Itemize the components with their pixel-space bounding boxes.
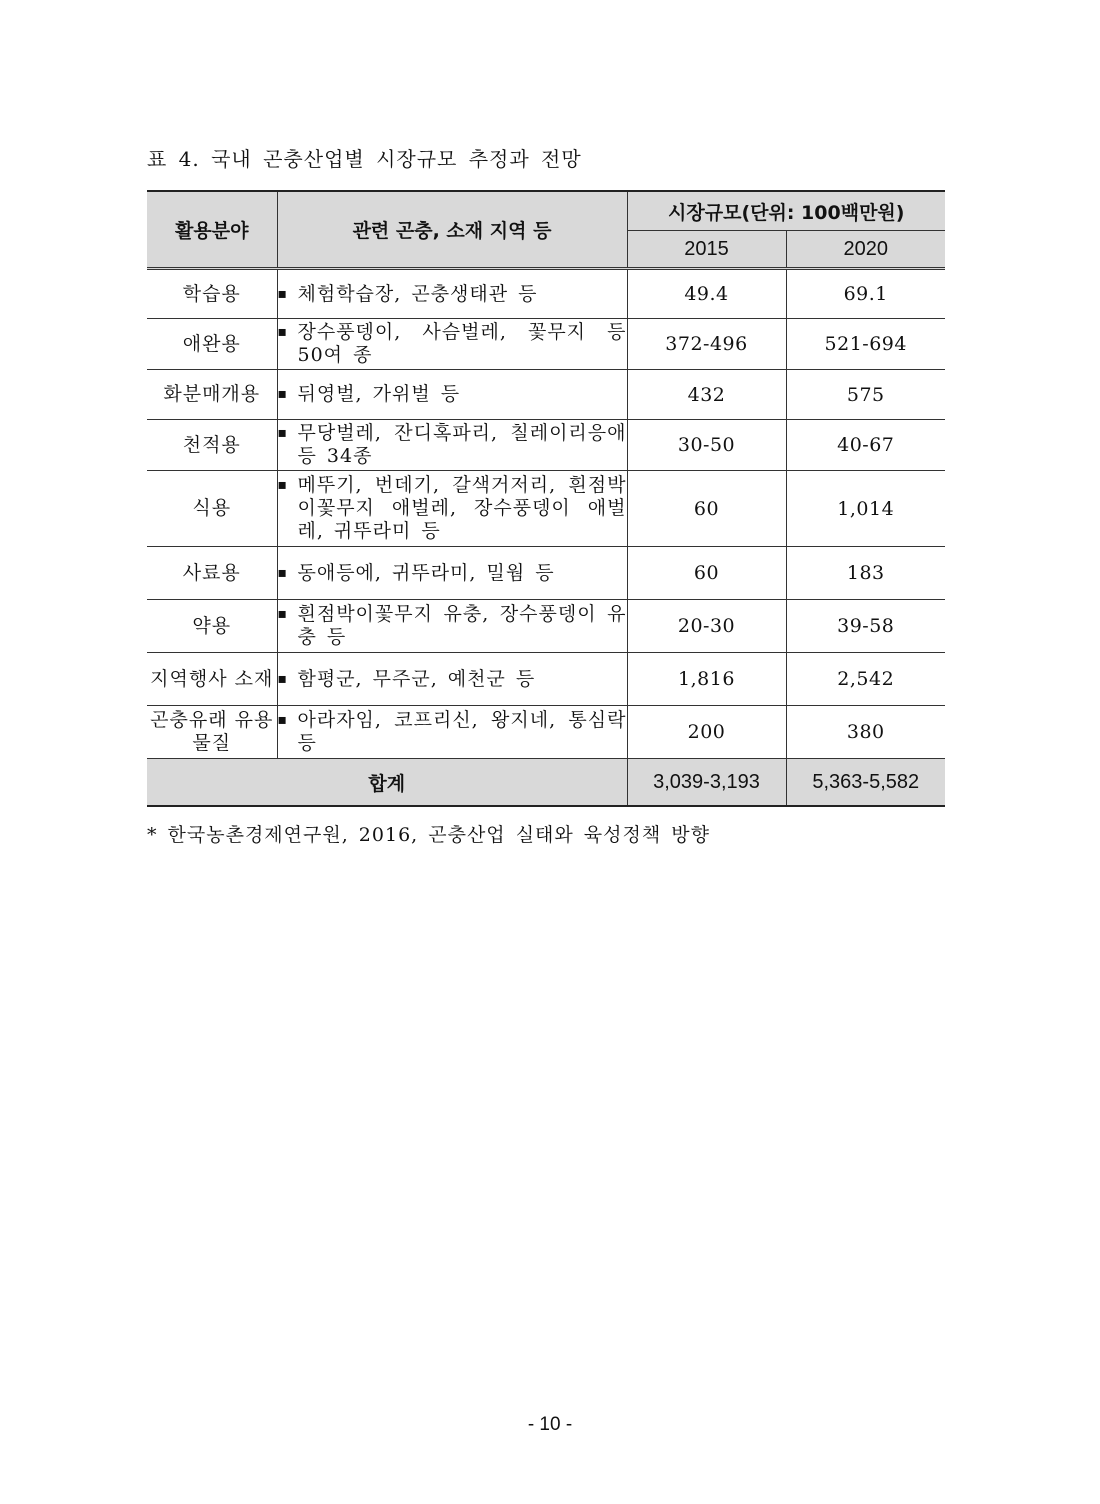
related-text: 메뚜기, 번데기, 갈색거저리, 흰점박이꽃무지 애벌레, 장수풍뎅이 애벌레, 귀뚜라미 등 bbox=[297, 474, 627, 542]
bullet-icon: ▪ bbox=[277, 285, 288, 302]
related-text: 뒤영벌, 가위벌 등 bbox=[297, 383, 461, 405]
cell-field: 식용 bbox=[147, 471, 277, 547]
header-year-2015: 2015 bbox=[627, 231, 786, 269]
related-text: 무당벌레, 잔디혹파리, 칠레이리응애 등 34종 bbox=[297, 422, 627, 467]
related-text: 장수풍뎅이, 사슴벌레, 꽃무지 등 50여 종 bbox=[297, 321, 627, 366]
header-field: 활용분야 bbox=[147, 191, 277, 269]
related-text: 흰점박이꽃무지 유충, 장수풍뎅이 유충 등 bbox=[297, 603, 627, 648]
table-caption: 표 4. 국내 곤충산업별 시장규모 추정과 전망 bbox=[147, 147, 582, 171]
cell-related bbox=[277, 269, 627, 319]
table-row bbox=[147, 471, 945, 547]
table-row bbox=[147, 600, 945, 653]
table-row bbox=[147, 269, 945, 319]
cell-value-2015: 60 bbox=[627, 471, 786, 547]
cell-field: 곤충유래 유용물질 bbox=[147, 706, 277, 759]
related-text: 아라자임, 코프리신, 왕지네, 통심락 등 bbox=[297, 709, 627, 754]
cell-field: 학습용 bbox=[147, 269, 277, 319]
cell-value-2020: 380 bbox=[786, 706, 945, 759]
market-size-table bbox=[147, 190, 945, 807]
header-market-size: 시장규모(단위: 100백만원) bbox=[627, 191, 945, 231]
total-label: 합계 bbox=[147, 759, 627, 807]
cell-related bbox=[277, 653, 627, 706]
cell-field: 화분매개용 bbox=[147, 370, 277, 420]
total-value-2015: 3,039-3,193 bbox=[627, 759, 786, 807]
bullet-icon: ▪ bbox=[277, 670, 288, 687]
cell-value-2015: 200 bbox=[627, 706, 786, 759]
bullet-icon: ▪ bbox=[277, 386, 288, 402]
cell-value-2020: 521-694 bbox=[786, 319, 945, 370]
cell-value-2015: 49.4 bbox=[627, 269, 786, 319]
cell-value-2015: 1,816 bbox=[627, 653, 786, 706]
table-row bbox=[147, 319, 945, 370]
cell-related bbox=[277, 600, 627, 653]
total-row bbox=[147, 759, 945, 807]
cell-value-2020: 575 bbox=[786, 370, 945, 420]
table-row bbox=[147, 420, 945, 471]
cell-field: 지역행사 소재 bbox=[147, 653, 277, 706]
cell-related bbox=[277, 547, 627, 600]
cell-value-2015: 60 bbox=[627, 547, 786, 600]
cell-value-2015: 432 bbox=[627, 370, 786, 420]
header-related: 관련 곤충, 소재 지역 등 bbox=[277, 191, 627, 269]
cell-related bbox=[277, 471, 627, 547]
related-text: 동애등에, 귀뚜라미, 밀웜 등 bbox=[297, 561, 555, 584]
bullet-icon: ▪ bbox=[277, 712, 288, 728]
cell-related bbox=[277, 319, 627, 370]
bullet-icon: ▪ bbox=[277, 564, 288, 581]
cell-value-2015: 20-30 bbox=[627, 600, 786, 653]
cell-value-2015: 30-50 bbox=[627, 420, 786, 471]
related-text: 체험학습장, 곤충생태관 등 bbox=[297, 282, 538, 305]
table-row bbox=[147, 706, 945, 759]
total-value-2020: 5,363-5,582 bbox=[786, 759, 945, 807]
cell-value-2015: 372-496 bbox=[627, 319, 786, 370]
page-number: - 10 - bbox=[527, 1414, 573, 1435]
bullet-icon: ▪ bbox=[277, 477, 288, 493]
cell-field: 애완용 bbox=[147, 319, 277, 370]
cell-related bbox=[277, 706, 627, 759]
source-note: * 한국농촌경제연구원, 2016, 곤충산업 실태와 육성정책 방향 bbox=[147, 824, 710, 846]
related-text: 함평군, 무주군, 예천군 등 bbox=[297, 667, 536, 690]
cell-value-2020: 69.1 bbox=[786, 269, 945, 319]
cell-related bbox=[277, 420, 627, 471]
table-row bbox=[147, 653, 945, 706]
table-row bbox=[147, 370, 945, 420]
cell-field: 사료용 bbox=[147, 547, 277, 600]
cell-value-2020: 2,542 bbox=[786, 653, 945, 706]
cell-value-2020: 183 bbox=[786, 547, 945, 600]
bullet-icon: ▪ bbox=[277, 425, 288, 441]
cell-value-2020: 39-58 bbox=[786, 600, 945, 653]
cell-value-2020: 40-67 bbox=[786, 420, 945, 471]
cell-field: 천적용 bbox=[147, 420, 277, 471]
bullet-icon: ▪ bbox=[277, 606, 288, 622]
table-row bbox=[147, 547, 945, 600]
cell-field: 약용 bbox=[147, 600, 277, 653]
cell-value-2020: 1,014 bbox=[786, 471, 945, 547]
header-year-2020: 2020 bbox=[786, 231, 945, 269]
cell-related bbox=[277, 370, 627, 420]
bullet-icon: ▪ bbox=[277, 324, 288, 340]
